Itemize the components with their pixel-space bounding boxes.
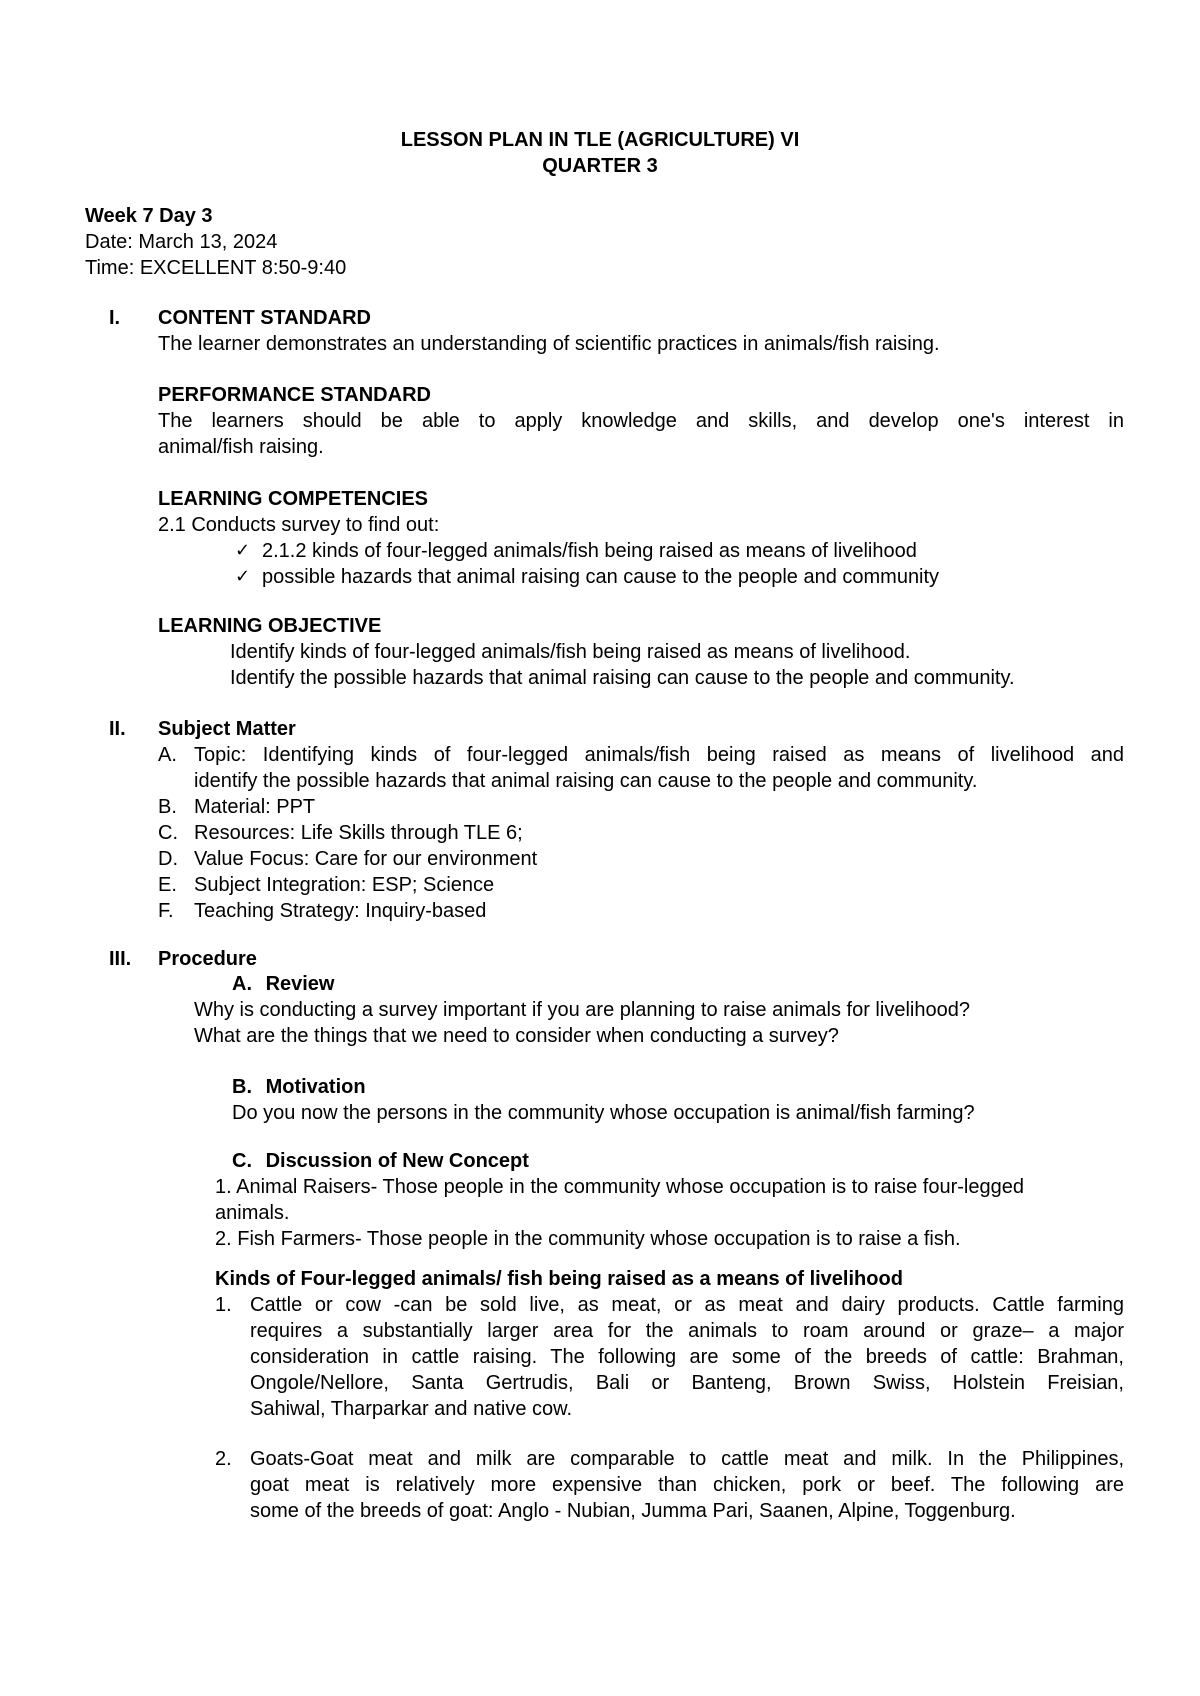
kinds-item-line: Sahiwal, Tharparkar and native cow. [250, 1398, 573, 1420]
discussion-paragraph-1-line-2: animals. [215, 1202, 290, 1224]
kinds-heading: Kinds of Four-legged animals/ fish being raised as a means of livelihood [215, 1268, 903, 1290]
objective-item: Identify kinds of four-legged animals/fish being raised as means of livelihood. [230, 641, 911, 663]
review-heading [232, 971, 335, 997]
kinds-item-line: consideration in cattle raising. The following are some of the breeds of cattle: Brahman, [250, 1346, 1124, 1368]
learning-objective-heading-wrap [158, 613, 1124, 639]
list-letter: C. [158, 822, 178, 844]
week-label: Week 7 Day 3 [85, 205, 213, 227]
kinds-item [215, 1446, 1124, 1524]
list-item [158, 846, 1124, 872]
lesson-header [85, 203, 346, 281]
motivation-heading [232, 1074, 366, 1100]
discussion-paragraph-2: 2. Fish Farmers- Those people in the community whose occupation is to raise a fish. [215, 1228, 961, 1250]
list-item [158, 872, 1124, 898]
motivation-title: Motivation [265, 1076, 366, 1098]
time-label: Time: EXCELLENT 8:50-9:40 [85, 257, 347, 279]
discussion-paragraph-1-line-1: 1. Animal Raisers- Those people in the community whose occupation is to raise four-legged [215, 1176, 1024, 1198]
objective-item: Identify the possible hazards that animal raising can cause to the people and community. [230, 667, 1015, 689]
performance-standard-text-line-2: animal/fish raising. [158, 436, 324, 458]
list-item-text-line-1: Topic: Identifying kinds of four-legged animals/fish being raised as means of livelihood and [194, 744, 1124, 766]
list-item-text: Resources: Life Skills through TLE 6; [194, 822, 523, 844]
title-line-1: LESSON PLAN IN TLE (AGRICULTURE) VI [400, 129, 800, 151]
list-letter: E. [158, 874, 177, 896]
list-item [158, 898, 1124, 924]
learning-competencies-heading: LEARNING COMPETENCIES [158, 488, 429, 510]
list-item-text: Material: PPT [194, 796, 316, 818]
review-question: Why is conducting a survey important if you are planning to raise animals for livelihood? [194, 999, 970, 1021]
kinds-item [215, 1292, 1124, 1422]
discussion-title: Discussion of New Concept [265, 1150, 529, 1172]
discussion-letter: C. [232, 1150, 252, 1172]
list-item [158, 794, 1124, 820]
kinds-item-number: 2. [215, 1448, 232, 1470]
competency-item-text: 2.1.2 kinds of four-legged animals/fish being raised as means of livelihood [262, 540, 917, 562]
competency-item [235, 538, 917, 564]
procedure-heading: Procedure [158, 948, 257, 970]
discussion-text [215, 1174, 1024, 1252]
review-title: Review [265, 973, 335, 995]
review-letter: A. [232, 973, 252, 995]
subject-matter-heading: Subject Matter [158, 718, 296, 740]
learning-competencies-intro: 2.1 Conducts survey to find out: [158, 514, 440, 536]
list-item-text-line-2: identify the possible hazards that animal raising can cause to the people and community. [194, 770, 978, 792]
performance-standard [158, 382, 1124, 460]
title-line-2: QUARTER 3 [542, 155, 658, 177]
list-item-text: Subject Integration: ESP; Science [194, 874, 495, 896]
kinds-item-number: 1. [215, 1294, 232, 1316]
kinds-item-line: Ongole/Nellore, Santa Gertrudis, Bali or Banteng, Brown Swiss, Holstein Freisian, [250, 1372, 1124, 1394]
checkmark-icon: ✓ [235, 540, 251, 561]
section-1-numeral: I. [109, 307, 121, 329]
kinds-item-line: some of the breeds of goat: Anglo - Nubian, Jumma Pari, Saanen, Alpine, Toggenburg. [250, 1500, 1016, 1522]
kinds-item-line: Cattle or cow -can be sold live, as meat, or as meat and dairy products. Cattle farming [250, 1294, 1124, 1316]
section-2-numeral: II. [109, 718, 126, 740]
performance-standard-heading: PERFORMANCE STANDARD [158, 384, 431, 406]
section-3-numeral: III. [109, 948, 132, 970]
learning-objective-list [230, 639, 1015, 691]
kinds-item-line: requires a substantially larger area for the animals to roam around or graze– a major [250, 1320, 1124, 1342]
list-item [158, 820, 1124, 846]
list-letter: B. [158, 796, 177, 818]
review-questions [194, 997, 970, 1049]
competency-item [235, 564, 940, 590]
content-standard-text: The learner demonstrates an understanding of scientific practices in animals/fish raising. [158, 333, 940, 355]
kinds-item-line: goat meat is relatively more expensive than chicken, pork or beef. The following are [250, 1474, 1124, 1496]
learning-objective-heading: LEARNING OBJECTIVE [158, 615, 382, 637]
motivation-question: Do you now the persons in the community whose occupation is animal/fish farming? [232, 1102, 975, 1124]
list-letter: F. [158, 900, 174, 922]
motivation-letter: B. [232, 1076, 252, 1098]
review-question: What are the things that we need to consider when conducting a survey? [194, 1025, 839, 1047]
list-item-text: Value Focus: Care for our environment [194, 848, 538, 870]
content-standard-heading: CONTENT STANDARD [158, 307, 371, 329]
performance-standard-text-line-1: The learners should be able to apply knowledge and skills, and develop one's interest in [158, 410, 1124, 432]
list-letter: D. [158, 848, 178, 870]
content-standard [158, 305, 1124, 357]
document-title [0, 127, 1200, 179]
list-item-text: Teaching Strategy: Inquiry-based [194, 900, 487, 922]
learning-competencies [158, 486, 1124, 538]
checkmark-icon: ✓ [235, 566, 251, 587]
discussion-heading [232, 1148, 529, 1174]
kinds-item-line: Goats-Goat meat and milk are comparable to cattle meat and milk. In the Philippines, [250, 1448, 1124, 1470]
list-letter: A. [158, 744, 177, 766]
list-item [158, 742, 1124, 794]
subject-matter-list [158, 742, 1124, 924]
date-label: Date: March 13, 2024 [85, 231, 278, 253]
competency-item-text: possible hazards that animal raising can cause to the people and community [262, 566, 940, 588]
